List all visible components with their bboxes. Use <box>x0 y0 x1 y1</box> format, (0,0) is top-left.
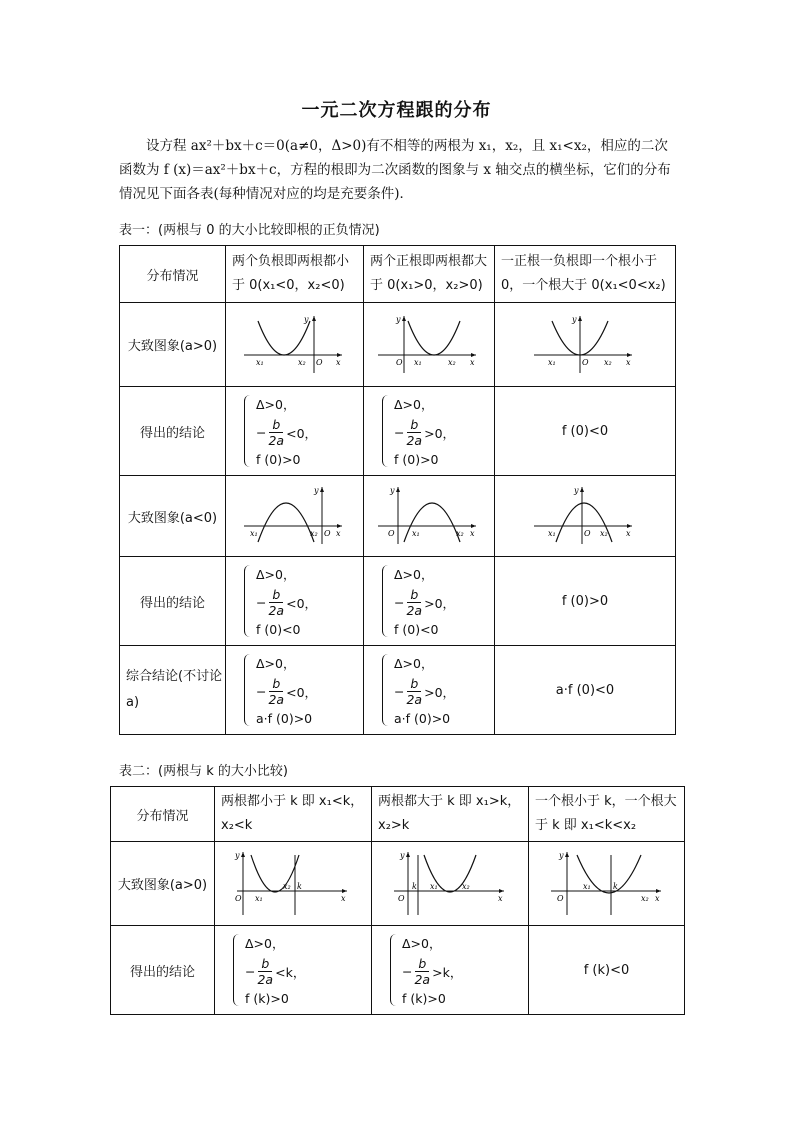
table-row <box>111 842 685 926</box>
axis-label-x: x <box>626 529 631 538</box>
table-row <box>120 387 676 476</box>
axis-label-x: x <box>626 357 631 367</box>
origin-label: O <box>396 357 403 367</box>
axis-label-x: x <box>470 529 475 538</box>
axis-label-y: y <box>558 850 564 860</box>
axis-label-x: x <box>335 357 341 367</box>
condition-system: Δ>0， − $\frac{b}{2a}$ <0， f (0)<0 <box>244 565 363 637</box>
graph-up-negative <box>240 313 350 377</box>
table2-caption: 表二：(两根与 k 的大小比较) <box>119 764 288 779</box>
conclusion-single: a·f (0)<0 <box>495 646 676 735</box>
origin-label: O <box>584 529 591 538</box>
k-label: k <box>297 881 302 891</box>
table-row <box>120 557 676 646</box>
graph-down-opposite <box>530 484 640 548</box>
origin-label: O <box>398 893 405 903</box>
condition-system: Δ>0， − $\frac{b}{2a}$ <0， f (0)>0 <box>244 395 363 467</box>
graph-down-negative <box>240 484 350 548</box>
table-row <box>120 646 676 735</box>
axis-label-x: x <box>498 893 503 903</box>
root-label-x2: x₂ <box>456 529 464 538</box>
conclusion-single: f (0)<0 <box>495 387 676 476</box>
conclusion-single: f (0)>0 <box>495 557 676 646</box>
axis-label-x: x <box>470 357 475 367</box>
origin-label: O <box>235 893 242 903</box>
root-label-x1: x₁ <box>249 529 258 538</box>
row-label-graph-up: 大致图象(a>0) <box>120 303 226 387</box>
condition-system: Δ>0， − $\frac{b}{2a}$ >k， f (k)>0 <box>390 934 528 1006</box>
root-label-x1: x₁ <box>412 529 420 538</box>
axis-label-y: y <box>574 486 579 495</box>
axis-label-y: y <box>303 314 309 324</box>
row-label-summary: 综合结论(不讨论 a) <box>120 646 226 735</box>
header-straddle-k: 一个根小于 k，一个根大于 k 即 x₁<k<x₂ <box>529 787 685 842</box>
condition-system: Δ>0， − $\frac{b}{2a}$ <k， f (k)>0 <box>233 934 371 1006</box>
header-label: 分布情况 <box>120 246 226 303</box>
root-label-x2: x₂ <box>640 893 649 903</box>
row-label-conclusion: 得出的结论 <box>111 926 215 1015</box>
graph-both-greater-k <box>390 849 510 919</box>
table-row <box>120 476 676 557</box>
header-both-less-k: 两根都小于 k 即 x₁<k，x₂<k <box>215 787 372 842</box>
row-label-conclusion-down: 得出的结论 <box>120 557 226 646</box>
root-label-x2: x₂ <box>309 529 318 538</box>
root-label-x2: x₂ <box>448 357 456 367</box>
root-label-x2: x₂ <box>462 881 470 891</box>
table-row <box>111 787 685 842</box>
axis-label-x: x <box>335 529 341 538</box>
page-title: 一元二次方程跟的分布 <box>301 100 492 121</box>
graph-up-positive <box>374 313 484 377</box>
header-both-greater-k: 两根都大于 k 即 x₁>k，x₂>k <box>372 787 529 842</box>
root-label-x1: x₁ <box>414 357 422 367</box>
header-two-positive: 两个正根即两根都大于 0(x₁>0，x₂>0) <box>364 246 495 303</box>
axis-label-y: y <box>313 486 319 495</box>
graph-both-less-k <box>233 849 353 919</box>
table-1 <box>119 245 676 735</box>
table-row <box>120 246 676 303</box>
row-label-conclusion-up: 得出的结论 <box>120 387 226 476</box>
root-label-x2: x₂ <box>283 881 291 891</box>
graph-down-positive <box>374 484 484 548</box>
table-row <box>120 303 676 387</box>
axis-label-y: y <box>572 314 577 324</box>
root-label-x2: x₂ <box>600 529 608 538</box>
conclusion-single: f (k)<0 <box>529 926 685 1015</box>
root-label-x1: x₁ <box>255 357 264 367</box>
axis-label-y: y <box>235 850 240 860</box>
row-label-graph-down: 大致图象(a<0) <box>120 476 226 557</box>
table1-caption: 表一：(两根与 0 的大小比较即根的正负情况) <box>119 223 380 238</box>
root-label-x1: x₁ <box>430 881 438 891</box>
root-label-x1: x₁ <box>582 881 591 891</box>
axis-label-y: y <box>400 850 405 860</box>
root-label-x1: x₁ <box>548 357 556 367</box>
axis-label-x: x <box>654 893 660 903</box>
table-2 <box>110 786 685 1015</box>
k-label: k <box>612 881 618 891</box>
origin-label: O <box>556 893 564 903</box>
k-label: k <box>412 881 417 891</box>
row-label-graph: 大致图象(a>0) <box>111 842 215 926</box>
intro-paragraph: 设方程 ax²＋bx＋c＝0(a≠0，Δ>0)有不相等的两根为 x₁，x₂，且 x₁<x₂，相应的二次函数为 f (x)＝ax²＋bx＋c，方程的根即为二次函数的图象与 x 轴交点的横坐标，它们的分布情况见下面各表(每种情况对应的均是充要条件)． <box>119 138 671 202</box>
condition-system: Δ>0， − $\frac{b}{2a}$ <0， a·f (0)>0 <box>244 654 363 726</box>
origin-label: O <box>388 529 395 538</box>
root-label-x1: x₁ <box>255 893 263 903</box>
origin-label: O <box>582 357 589 367</box>
axis-label-y: y <box>396 314 401 324</box>
condition-system: Δ>0， − $\frac{b}{2a}$ >0， f (0)<0 <box>382 565 494 637</box>
condition-system: Δ>0， − $\frac{b}{2a}$ >0， a·f (0)>0 <box>382 654 494 726</box>
header-label: 分布情况 <box>111 787 215 842</box>
root-label-x2: x₂ <box>297 357 306 367</box>
axis-label-x: x <box>341 893 346 903</box>
header-opposite-signs: 一正根一负根即一个根小于 0，一个根大于 0(x₁<0<x₂) <box>495 246 676 303</box>
table-row <box>111 926 685 1015</box>
graph-straddle-k <box>547 849 667 919</box>
origin-label: O <box>323 529 331 538</box>
axis-label-y: y <box>390 486 395 495</box>
root-label-x2: x₂ <box>604 357 612 367</box>
graph-up-opposite <box>530 313 640 377</box>
origin-label: O <box>315 357 323 367</box>
root-label-x1: x₁ <box>548 529 556 538</box>
header-two-negative: 两个负根即两根都小于 0(x₁<0，x₂<0) <box>226 246 364 303</box>
condition-system: Δ>0， − $\frac{b}{2a}$ >0， f (0)>0 <box>382 395 494 467</box>
